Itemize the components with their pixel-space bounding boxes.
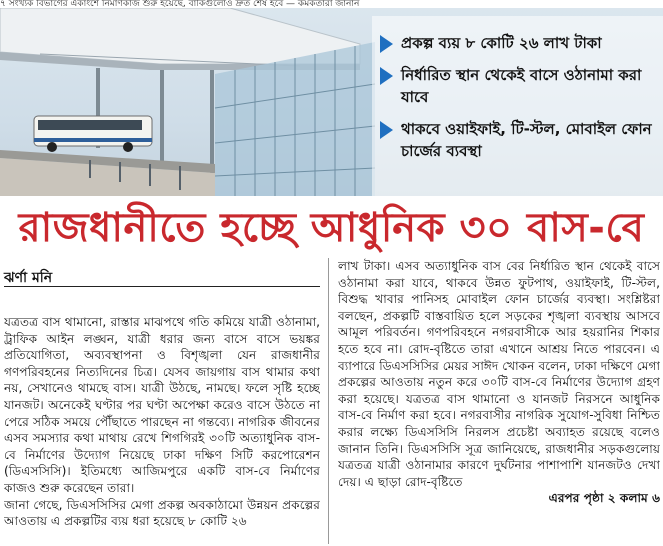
highlight-text: প্রকল্প ব্যয় ৮ কোটি ২৬ লাখ টাকা — [401, 34, 602, 52]
triangle-bullet-icon — [380, 67, 393, 85]
triangle-bullet-icon — [380, 121, 393, 139]
highlight-text: থাকবে ওয়াইফাই, টি-স্টল, মোবাইল ফোন চার্জের ব্যবস্থা — [401, 120, 652, 160]
highlight-boarding — [380, 64, 660, 108]
previous-article-strip: ৭ সংখ্যক বিভাগের একাংশে নির্মাণকাজ শুরু হয়েছে, বাকিগুলোও দ্রুত শেষ হবে — কর্মকর্তারা জানান — [0, 0, 360, 8]
paragraph: লাখ টাকা। এসব অত্যাধুনিক বাস বের নির্ধারিত স্থান থেকেই বাসে ওঠানামা করা যাবে, থাকবে উন্নত ফুটপাথ, ওয়াইফাই, টি-স্টল, বিশুদ্ধ খাবার পানিসহ মোবাইল ফোন চার্জের ব্যবস্থা। সংশ্লিষ্টরা বলছেন, প্রকল্পটি বাস্তবায়িত হলে সড়কের শৃঙ্খলা ব্যবস্থায় আসবে আমূল পরিবর্তন। গণপরিবহনে নগরবাসীকে আর হয়রানির শিকার হতে হবে না। রোদ-বৃষ্টিতে তারা এখানে আশ্রয় নিতে পারবেন। এ ব্যাপারে ডিএসসিসির মেয়র সাঈদ খোকন বলেন, ঢাকা দক্ষিণে মেগা প্রকল্পের আওতায় নতুন করে ৩০টি বাস-বে নির্মাণের উদ্যোগ গ্রহণ করা হয়েছে। যত্রতত্র বাস থামানো ও যানজট নিরসনে আধুনিক বাস-বে নির্মাণ করা হবে। নগরবাসীর নাগরিক সুযোগ-সুবিধা নিশ্চিত করার লক্ষ্যে ডিএসসিসি নিরলস প্রচেষ্টা অব্যাহত রয়েছে বলেও জানান তিনি। ডিএসসিসি সূত্র জানিয়েছে, রাজধানীর সড়কগুলোয় যত্রতত্র যাত্রী ওঠানামার কারণে দুর্ঘটনার পাশাপাশি যানজটও দেখা দেয়। এ ছাড়া রোদ-বৃষ্টিতে — [338, 259, 660, 489]
byline: ঝর্ণা মনি — [4, 270, 53, 286]
article-headline: রাজধানীতে হচ্ছে আধুনিক ৩০ বাস-বে — [18, 205, 645, 251]
triangle-bullet-icon — [380, 35, 393, 53]
bus-bay-illustration — [0, 8, 663, 196]
project-highlights — [380, 32, 660, 172]
body-column-2 — [338, 258, 660, 546]
byline-divider — [4, 286, 320, 287]
paragraph: যত্রতত্র বাস থামানো, রাস্তার মাঝপথে গতি কমিয়ে যাত্রী ওঠানামা, ট্রাফিক আইন লঙ্ঘন, যাত্রী ধরার জন্য বাসে বাসে ভয়ঙ্কর প্রতিযোগিতা, অব্যবস্থাপনা ও বিশৃঙ্খলা যেন রাজধানীর গণপরিবহনের নিত্যদিনের চিত্র। যেসব জায়গায় বাস থামার কথা নয়, সেখানেও থামছে বাস। যাত্রী উঠছে, নামছে। ফলে সৃষ্টি হচ্ছে যানজট। অনেকেই ঘণ্টার পর ঘণ্টা অপেক্ষা করেও বাসে উঠতে না পেরে সঠিক সময়ে পৌঁছাতে পারছেন না গন্তব্যে। নাগরিক জীবনের এসব সমস্যার কথা মাথায় রেখে শিগগিরই ৩০টি অত্যাধুনিক বাস-বে নির্মাণের উদ্যোগ নিয়েছে ঢাকা দক্ষিণ সিটি করপোরেশন (ডিএসসিসি)। ইতিমধ্যে আজিমপুরে একটি বাস-বে নির্মাণের কাজও শুরু করেছেন তারা। — [4, 315, 320, 495]
highlight-cost — [380, 32, 660, 54]
bus-drawing — [34, 116, 152, 152]
continued-jump-line: এরপর পৃষ্ঠা ২ কলাম ৬ — [548, 491, 660, 506]
highlight-text: নির্ধারিত স্থান থেকেই বাসে ওঠানামা করা যাবে — [401, 66, 642, 106]
body-column-1 — [4, 314, 320, 546]
highlight-amenities — [380, 118, 660, 162]
paragraph: জানা গেছে, ডিএসসিসির মেগা প্রকল্প অবকাঠামো উন্নয়ন প্রকল্পের আওতায় এ প্রকল্পটির ব্যয় ধরা হয়েছে ৮ কোটি ২৬ — [4, 497, 320, 529]
column-divider — [328, 258, 329, 544]
